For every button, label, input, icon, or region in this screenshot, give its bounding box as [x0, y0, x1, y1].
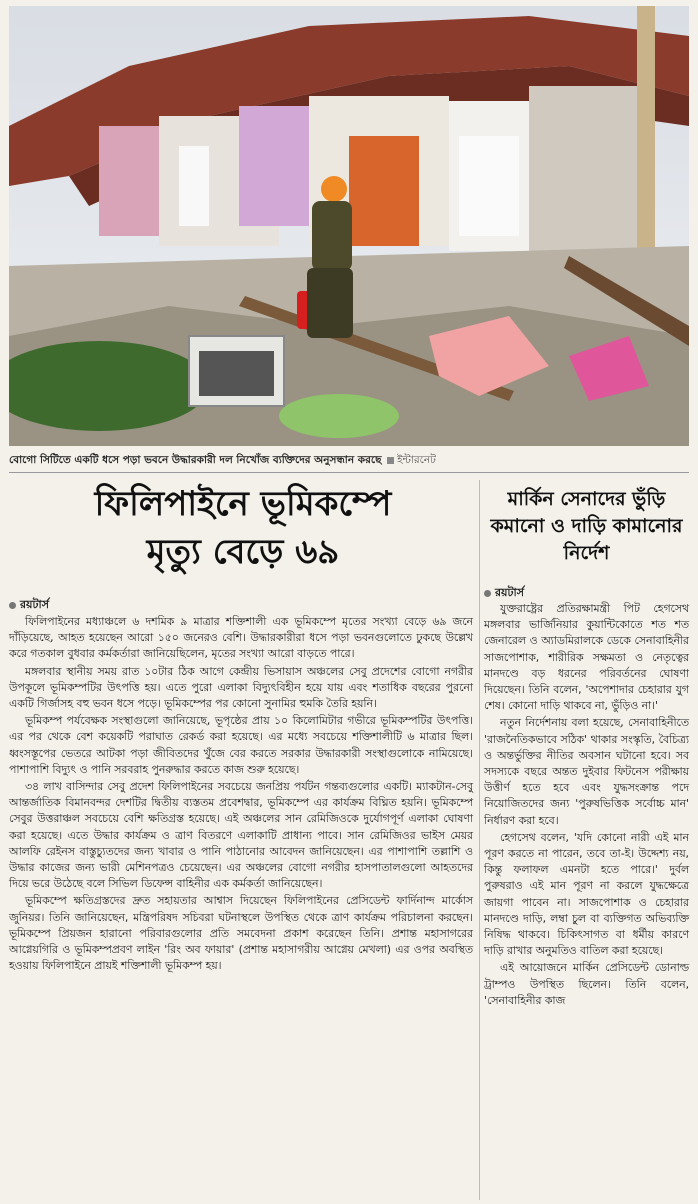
side-paragraph: নতুন নির্দেশনায় বলা হয়েছে, সেনাবাহিনীতে 'রাজনৈতিকভাবে সঠিক' থাকার সংস্কৃতি, বৈচিত্র্য ও অন্তর্ভুক্তির নীতির অবসান ঘটানো হবে। সব সদস্যকে বছরে অন্তত দুইবার ফিটনেস পরীক্ষায় উত্তীর্ণ হতে হবে এবং যুদ্ধসংক্রান্ত পদে নিয়োজিতদের জন্য 'পুরুষভিত্তিক সর্বোচ্চ মান' নির্ধারণ করা হবে। — [484, 716, 689, 827]
collapsed-building-illustration — [9, 6, 689, 446]
side-paragraph: হেগসেথ বলেন, 'যদি কোনো নারী এই মান পূরণ করতে না পারেন, তবে তা-ই। উদ্দেশ্য নয়, কিন্তু ফলাফল এমনটা হতে পারে।' দুর্বল পুরুষরাও এই মান পূরণ না করলে যুদ্ধক্ষেত্রে জায়গা পাবেন না। সাজপোশাক ও চেহারার মানদণ্ডে দাড়ি, লম্বা চুল বা ব্যক্তিগত অভিব্যক্তি নিষিদ্ধ থাকবে। চিকিৎসাগত বা ধর্মীয় কারণে দাড়ি রাখার অনুমতিও বাতিল করা হয়েছে। — [484, 830, 689, 958]
side-byline-text: রয়টার্স — [495, 586, 524, 599]
main-paragraph: মঙ্গলবার স্থানীয় সময় রাত ১০টার ঠিক আগে কেন্দ্রীয় ভিসায়াস অঞ্চলের সেবু প্রদেশের বোগো নগরীর উপকূলে ভূমিকম্পটির উৎপত্তি হয়। এতে পুরো এলাকা বিদ্যুৎবিহীন হয়ে যায় এবং শতাধিক বছরের পুরনো একটি গির্জাসহ বহু ভবন ধসে পড়ে। ভূমিকম্পের পর কোনো সুনামির হুমকি তৈরি হয়নি। — [9, 664, 473, 711]
main-paragraph: ৩৪ লাখ বাসিন্দার সেবু প্রদেশ ফিলিপাইনের সবচেয়ে জনপ্রিয় পর্যটন গন্তব্যগুলোর একটি। ম্যাকটান-সেবু আন্তর্জাতিক বিমানবন্দর দেশটির দ্বিতীয় ব্যস্ততম প্রবেশদ্বার, ভূমিকম্পে এর কার্যক্রম বিঘ্নিত হয়নি। ভূমিকম্পে সেবুর উত্তরাঞ্চল সবচেয়ে বেশি ক্ষতিগ্রস্ত হয়েছে। এই অঞ্চলের সান রেমিজিওকে দুর্যোগপূর্ণ এলাকা ঘোষণা করা হয়েছে। এতে উদ্ধার কার্যক্রম ও ত্রাণ বিতরণে এলাকাটি প্রাধান্য পাবে। সান রেমিজিওর ভাইস মেয়র আলফি রেইনস বাস্তুচ্যুতদের জন্য খাবার ও পানি পাঠানোর আবেদন জানিয়েছেন। এর পাশাপাশি তল্লাশি ও উদ্ধার কাজের জন্য ভারী মেশিনপত্রও চেয়েছেন। এর অঞ্চলের বোগো নগরীর হাসপাতালগুলো আহতদের দিয়ে ভরে উঠেছে বলে সিভিল ডিফেন্স বাহিনীর এক কর্মকর্তা জানিয়েছেন। — [9, 780, 473, 891]
side-byline — [484, 586, 524, 600]
main-headline — [9, 480, 477, 576]
main-headline-line2: মৃত্যু বেড়ে ৬৯ — [146, 532, 340, 572]
side-headline: মার্কিন সেনাদের ভুঁড়ি কমানো ও দাড়ি কামানোর নির্দেশ — [490, 488, 683, 564]
main-headline-line1: ফিলিপাইনে ভূমিকম্পে — [94, 484, 392, 524]
main-paragraph: ভূমিকম্প পর্যবেক্ষক সংস্থাগুলো জানিয়েছে, ভূপৃষ্ঠের প্রায় ১০ কিলোমিটার গভীরে ভূমিকম্পটির উৎপত্তি। এর পর থেকে বেশ কয়েকটি পরাঘাত রেকর্ড করা হয়েছে। এর মধ্যে সবচেয়ে শক্তিশালীটি ৬ মাত্রার ছিল। ধ্বংসস্তূপের ভেতরে আটকা পড়া জীবিতদের খুঁজে বের করতে সরকার উদ্ধারকারী সংস্থাগুলোকে নামিয়েছে। পাশাপাশি বিদ্যুৎ ও পানি সরবরাহ পুনরুদ্ধার করতে কাজ শুরু হয়েছে। — [9, 714, 473, 776]
column-divider — [479, 480, 480, 1200]
caption-text: বোগো সিটিতে একটি ধসে পড়া ভবনে উদ্ধারকারী দল নিখোঁজ ব্যক্তিদের অনুসন্ধান করছে — [9, 454, 382, 466]
caption-divider — [9, 472, 689, 473]
square-bullet-icon — [387, 457, 394, 464]
main-paragraph: ভূমিকম্পে ক্ষতিগ্রস্তদের দ্রুত সহায়তার আশ্বাস দিয়েছেন ফিলিপাইনের প্রেসিডেন্ট ফার্দিনান্দ মার্কোস জুনিয়র। তিনি জানিয়েছেন, মন্ত্রিপরিষদ সচিবরা ঘটনাস্থলে উপস্থিত থেকে ত্রাণ কার্যক্রম পরিচালনা করছেন। ভূমিকম্পে প্রিয়জন হারানো পরিবারগুলোর প্রতি সমবেদনা প্রকাশ করেছেন তিনি। প্রশান্ত মহাসাগরের আগ্নেয়গিরি ও ভূমিকম্পপ্রবণ লাইন 'রিং অব ফায়ার' (প্রশান্ত মহাসাগরীয় আগ্নেয় মেখলা) এর ওপর অবস্থিত হওয়ায় ফিলিপাইনে প্রায়ই শক্তিশালী ভূমিকম্প হয়। — [9, 894, 473, 973]
side-article-body — [484, 601, 689, 1010]
caption-credit: ইন্টারনেট — [397, 454, 436, 466]
main-byline — [9, 598, 49, 612]
main-article-body — [9, 614, 473, 975]
news-photo — [9, 6, 689, 446]
side-paragraph: এই আয়োজনে মার্কিন প্রেসিডেন্ট ডোনাল্ড ট্রাম্পও উপস্থিত ছিলেন। তিনি বলেন, 'সেনাবাহিনীর কাজ — [484, 961, 689, 1007]
photo-caption — [9, 452, 689, 468]
bullet-icon — [484, 590, 491, 597]
side-paragraph: যুক্তরাষ্ট্রের প্রতিরক্ষামন্ত্রী পিট হেগসেথ মঙ্গলবার ভার্জিনিয়ার কুয়ান্টিকোতে শত শত জেনারেল ও অ্যাডমিরালকে ডেকে সেনাবাহিনীর সাজপোশাক, শারীরিক সক্ষমতা ও নেতৃত্বের মানদণ্ডে বড় ধরনের পরিবর্তনের ঘোষণা দিয়েছেন। তিনি বলেন, 'অপেশাদার চেহারার যুগ শেষ। কোনো দাড়ি থাকবে না, ভুঁড়িও না।' — [484, 602, 689, 713]
main-paragraph: ফিলিপাইনের মধ্যাঞ্চলে ৬ দশমিক ৯ মাত্রার শক্তিশালী এক ভূমিকম্পে মৃতের সংখ্যা বেড়ে ৬৯ জনে দাঁড়িয়েছে, আহত হয়েছেন আরো ১৫০ জনেরও বেশি। উদ্ধারকারীরা ধসে পড়া ভবনগুলোতে ঢুকছে উল্লেখ করে গতকাল বুধবার কর্মকর্তারা জানিয়েছিলেন, মৃতের সংখ্যা আরো বাড়তে পারে। — [9, 615, 473, 661]
main-byline-text: রয়টার্স — [20, 598, 49, 611]
bullet-icon — [9, 602, 16, 609]
